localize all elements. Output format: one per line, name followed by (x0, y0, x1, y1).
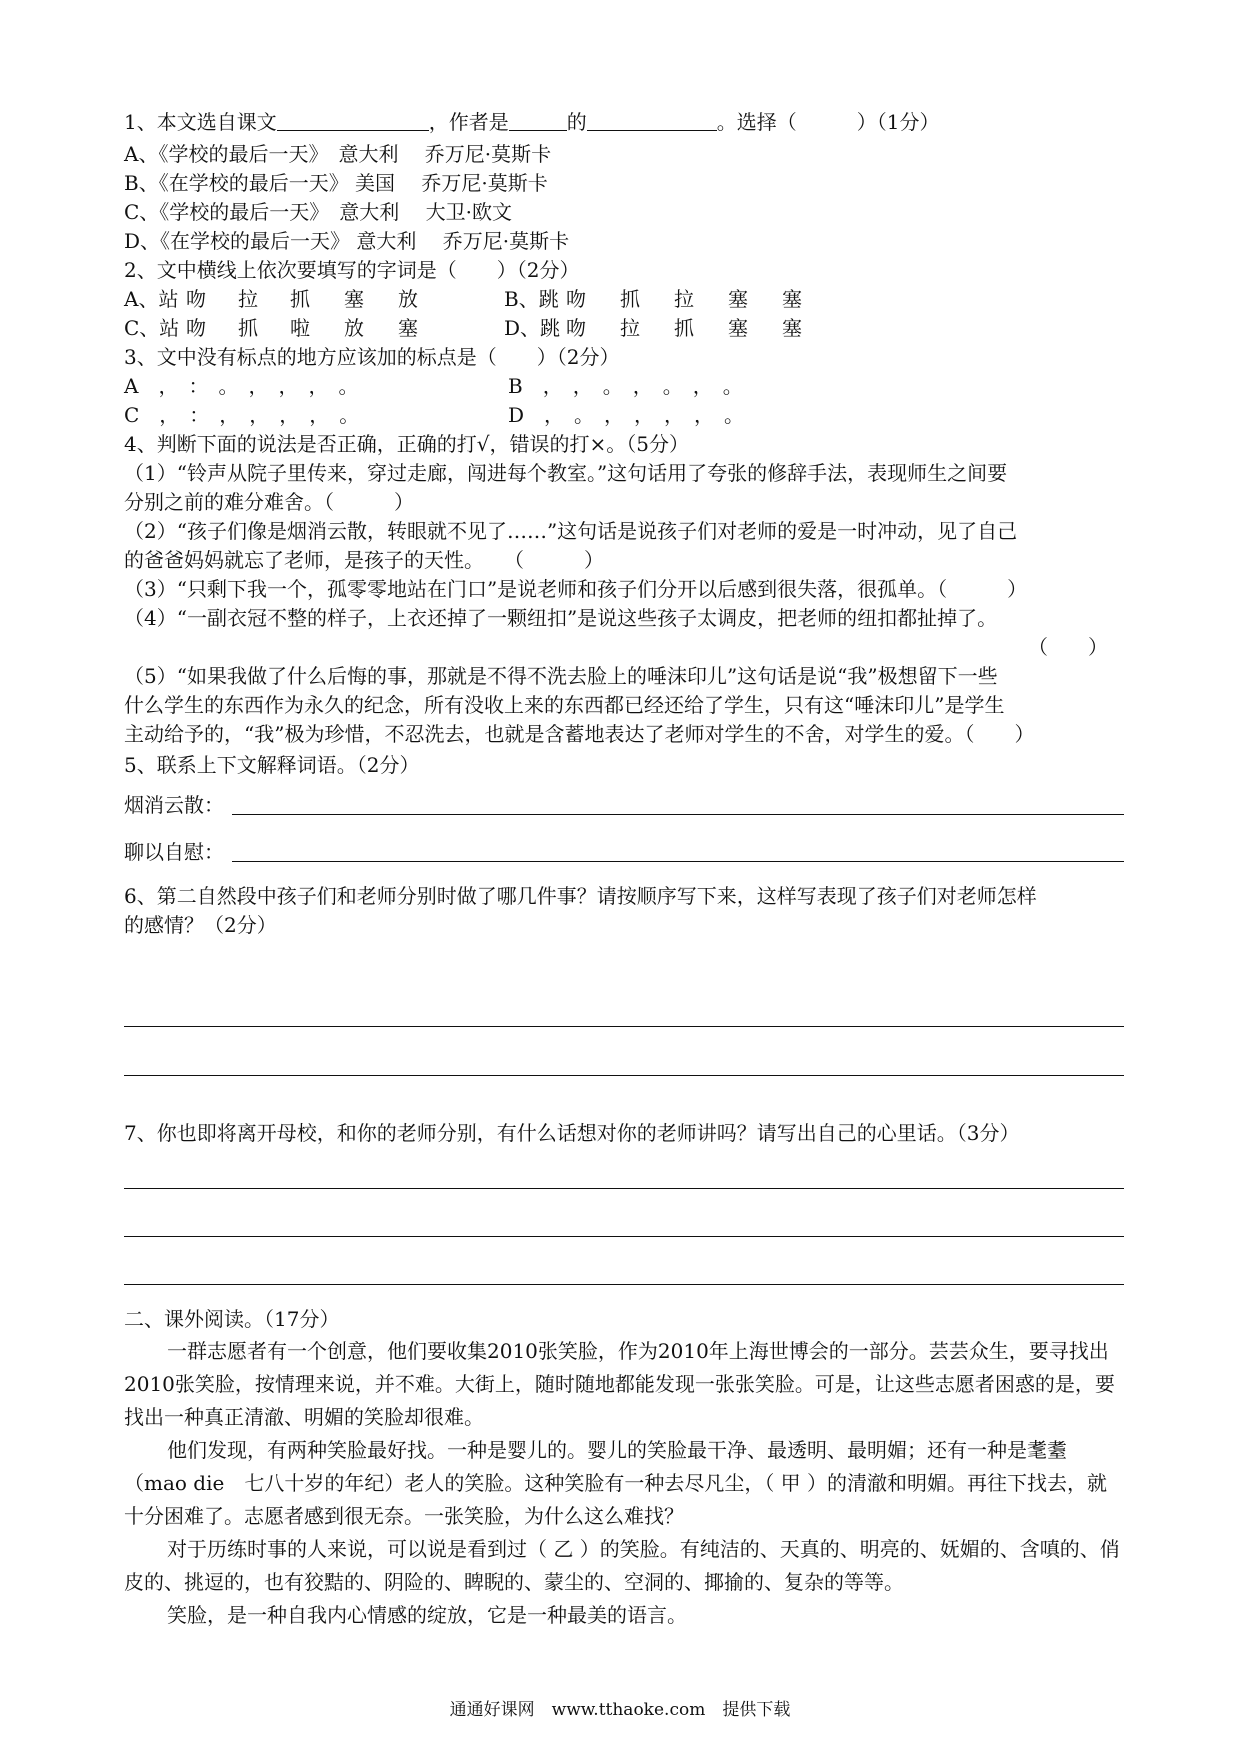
q5-term-1-answer-line (232, 814, 1124, 815)
q6-answer-line (124, 1075, 1124, 1076)
q4-item-5-line-1: （5）“如果我做了什么后悔的事，那就是不得不洗去脸上的唾沫印儿”这句话是说“我”极想留下一些 (124, 664, 998, 688)
page-footer: 通通好课网 www.tthaoke.com 提供下载 (449, 1700, 791, 1720)
q1-option-a: A、《学校的最后一天》 意大利 乔万尼·莫斯卡 (124, 142, 552, 166)
q2-cell: 吻 (186, 287, 206, 311)
q4-item-2-line-1: （2）“孩子们像是烟消云散，转眼就不见了……”这句话是说孩子们对老师的爱是一时冲动，见了自己 (124, 519, 1018, 543)
q4-item-1-line-2: 分别之前的难分难舍。（ ） (124, 490, 414, 514)
reading-paragraph-4: 笑脸，是一种自我内心情感的绽放，它是一种最美的语言。 (167, 1603, 687, 1627)
q7-answer-line (124, 1236, 1124, 1237)
q5-term-2-label: 聊以自慰： (124, 840, 224, 864)
q5-term-2-answer-line (232, 861, 1124, 862)
q2-cell: 吻 (566, 316, 586, 340)
q2-stem: 2、文中横线上依次要填写的字词是（ ）（2分） (124, 258, 580, 282)
q4-item-5-line-3: 主动给予的，“我”极为珍惜，不忍洗去，也就是含蓄地表达了老师对学生的不舍，对学生的爱。（ ） (124, 722, 1035, 746)
q4-item-1-line-1: （1）“铃声从院子里传来，穿过走廊，闯进每个教室。”这句话用了夸张的修辞手法，表现师生之间要 (124, 461, 1008, 485)
q2-cell: 塞 (344, 287, 364, 311)
q1-mid2: 的 (566, 110, 587, 134)
q2-cell: 拉 (674, 287, 694, 311)
reading-paragraph-2: 他们发现，有两种笑脸最好找。一种是婴儿的。婴儿的笑脸最干净、最透明、最明媚；还有一种是耄耋（mao die 七八十岁的年纪）老人的笑脸。这种笑脸有一种去尽凡尘，（ 甲 ）的清澈和明媚。再往下找去，就十分困难了。志愿者感到很无奈。一张笑脸，为什么这么难找？ (124, 1438, 1108, 1528)
q7-answer-line (124, 1284, 1124, 1285)
q2-cell: 塞 (782, 287, 802, 311)
q2-cell: 吻 (566, 287, 586, 311)
q2-cell: 拉 (238, 287, 258, 311)
q2-cell: 啦 (290, 316, 310, 340)
q3-options-row-1 (124, 370, 743, 402)
q2-cell: 塞 (782, 316, 802, 340)
q1-prefix: 1、本文选自课文 (124, 110, 277, 134)
q2-options-row-1 (124, 283, 802, 315)
q1-option-c: C、《学校的最后一天》 意大利 大卫·欧文 (124, 200, 513, 224)
reading-paragraph-1: 一群志愿者有一个创意，他们要收集2010张笑脸，作为2010年上海世博会的一部分。芸芸众生，要寻找出2010张笑脸，按情理来说，并不难。大街上，随时随地都能发现一张张笑脸。可是，让这些志愿者困惑的是，要找出一种真正清澈、明媚的笑脸却很难。 (124, 1339, 1115, 1429)
q3-stem: 3、文中没有标点的地方应该加的标点是（ ）（2分） (124, 345, 620, 369)
q4-item-4: （4）“一副衣冠不整的样子，上衣还掉了一颗纽扣”是说这些孩子太调皮，把老师的纽扣都扯掉了。 (124, 606, 998, 630)
q4-item-4-paren: （ ） (1028, 635, 1108, 659)
q2-cell: 放 (344, 316, 364, 340)
q3-option-a: A ， ： 。 ， ， ， 。 (124, 374, 359, 398)
q4-stem: 4、判断下面的说法是否正确，正确的打√，错误的打×。（5分） (124, 432, 689, 456)
q1-option-d: D、《在学校的最后一天》 意大利 乔万尼·莫斯卡 (124, 229, 570, 253)
q7-answer-line (124, 1188, 1124, 1189)
q2-cell: 拉 (620, 316, 640, 340)
q2-cell: 抓 (620, 287, 640, 311)
q1-suffix: 。选择（ ）（1分） (716, 110, 940, 134)
q2-cell: 塞 (398, 316, 418, 340)
q2-cell: A、站 (124, 287, 179, 311)
q2-cell: 放 (398, 287, 418, 311)
q1-blank-title (277, 110, 429, 131)
q2-cell: 塞 (728, 316, 748, 340)
q2-cell: D、跳 (504, 316, 561, 340)
q2-options-row-2 (124, 312, 802, 344)
q2-cell: 抓 (290, 287, 310, 311)
q2-cell: 塞 (728, 287, 748, 311)
q1-option-b: B、《在学校的最后一天》 美国 乔万尼·莫斯卡 (124, 171, 548, 195)
q3-option-d: D ， 。 ， ， ， ， 。 (508, 403, 745, 427)
q3-option-b: B ， ， 。 ， 。 ， 。 (508, 374, 743, 398)
section-2-heading: 二、课外阅读。（17分） (124, 1307, 340, 1331)
q1-stem (124, 106, 939, 138)
reading-paragraph-3: 对于历练时事的人来说，可以说是看到过（ 乙 ）的笑脸。有纯洁的、天真的、明亮的、妩媚的、含嗔的、俏皮的、挑逗的，也有狡黠的、阴险的、睥睨的、蒙尘的、空洞的、揶揄的、复杂的等等。 (124, 1537, 1120, 1594)
q5-term-1-label: 烟消云散： (124, 793, 224, 817)
q2-cell: C、站 (124, 316, 180, 340)
q1-mid1: ，作者是 (428, 110, 509, 134)
q6-answer-line (124, 1026, 1124, 1027)
q4-item-3: （3）“只剩下我一个，孤零零地站在门口”是说老师和孩子们分开以后感到很失落，很孤单。（ ） (124, 577, 1028, 601)
q7-stem: 7、你也即将离开母校，和你的老师分别，有什么话想对你的老师讲吗？请写出自己的心里话。（3分） (124, 1121, 1020, 1145)
q3-options-row-2 (124, 399, 744, 431)
q6-line-1: 6、第二自然段中孩子们和老师分别时做了哪几件事？请按顺序写下来，这样写表现了孩子们对老师怎样 (124, 884, 1037, 908)
q2-cell: 抓 (674, 316, 694, 340)
q2-cell: 吻 (186, 316, 206, 340)
q1-blank-nation (509, 110, 567, 131)
q6-line-2: 的感情？（2分） (124, 913, 277, 937)
q4-item-2-line-2: 的爸爸妈妈就忘了老师，是孩子的天性。 （ ） (124, 548, 604, 572)
q5-stem: 5、联系上下文解释词语。（2分） (124, 753, 420, 777)
q1-blank-author (587, 110, 717, 131)
q2-cell: B、跳 (504, 287, 559, 311)
q4-item-5-line-2: 什么学生的东西作为永久的纪念，所有没收上来的东西都已经还给了学生，只有这“唾沫印儿”是学生 (124, 693, 1005, 717)
q2-cell: 抓 (238, 316, 258, 340)
q3-option-c: C ， ： ， ， ， ， 。 (124, 403, 360, 427)
